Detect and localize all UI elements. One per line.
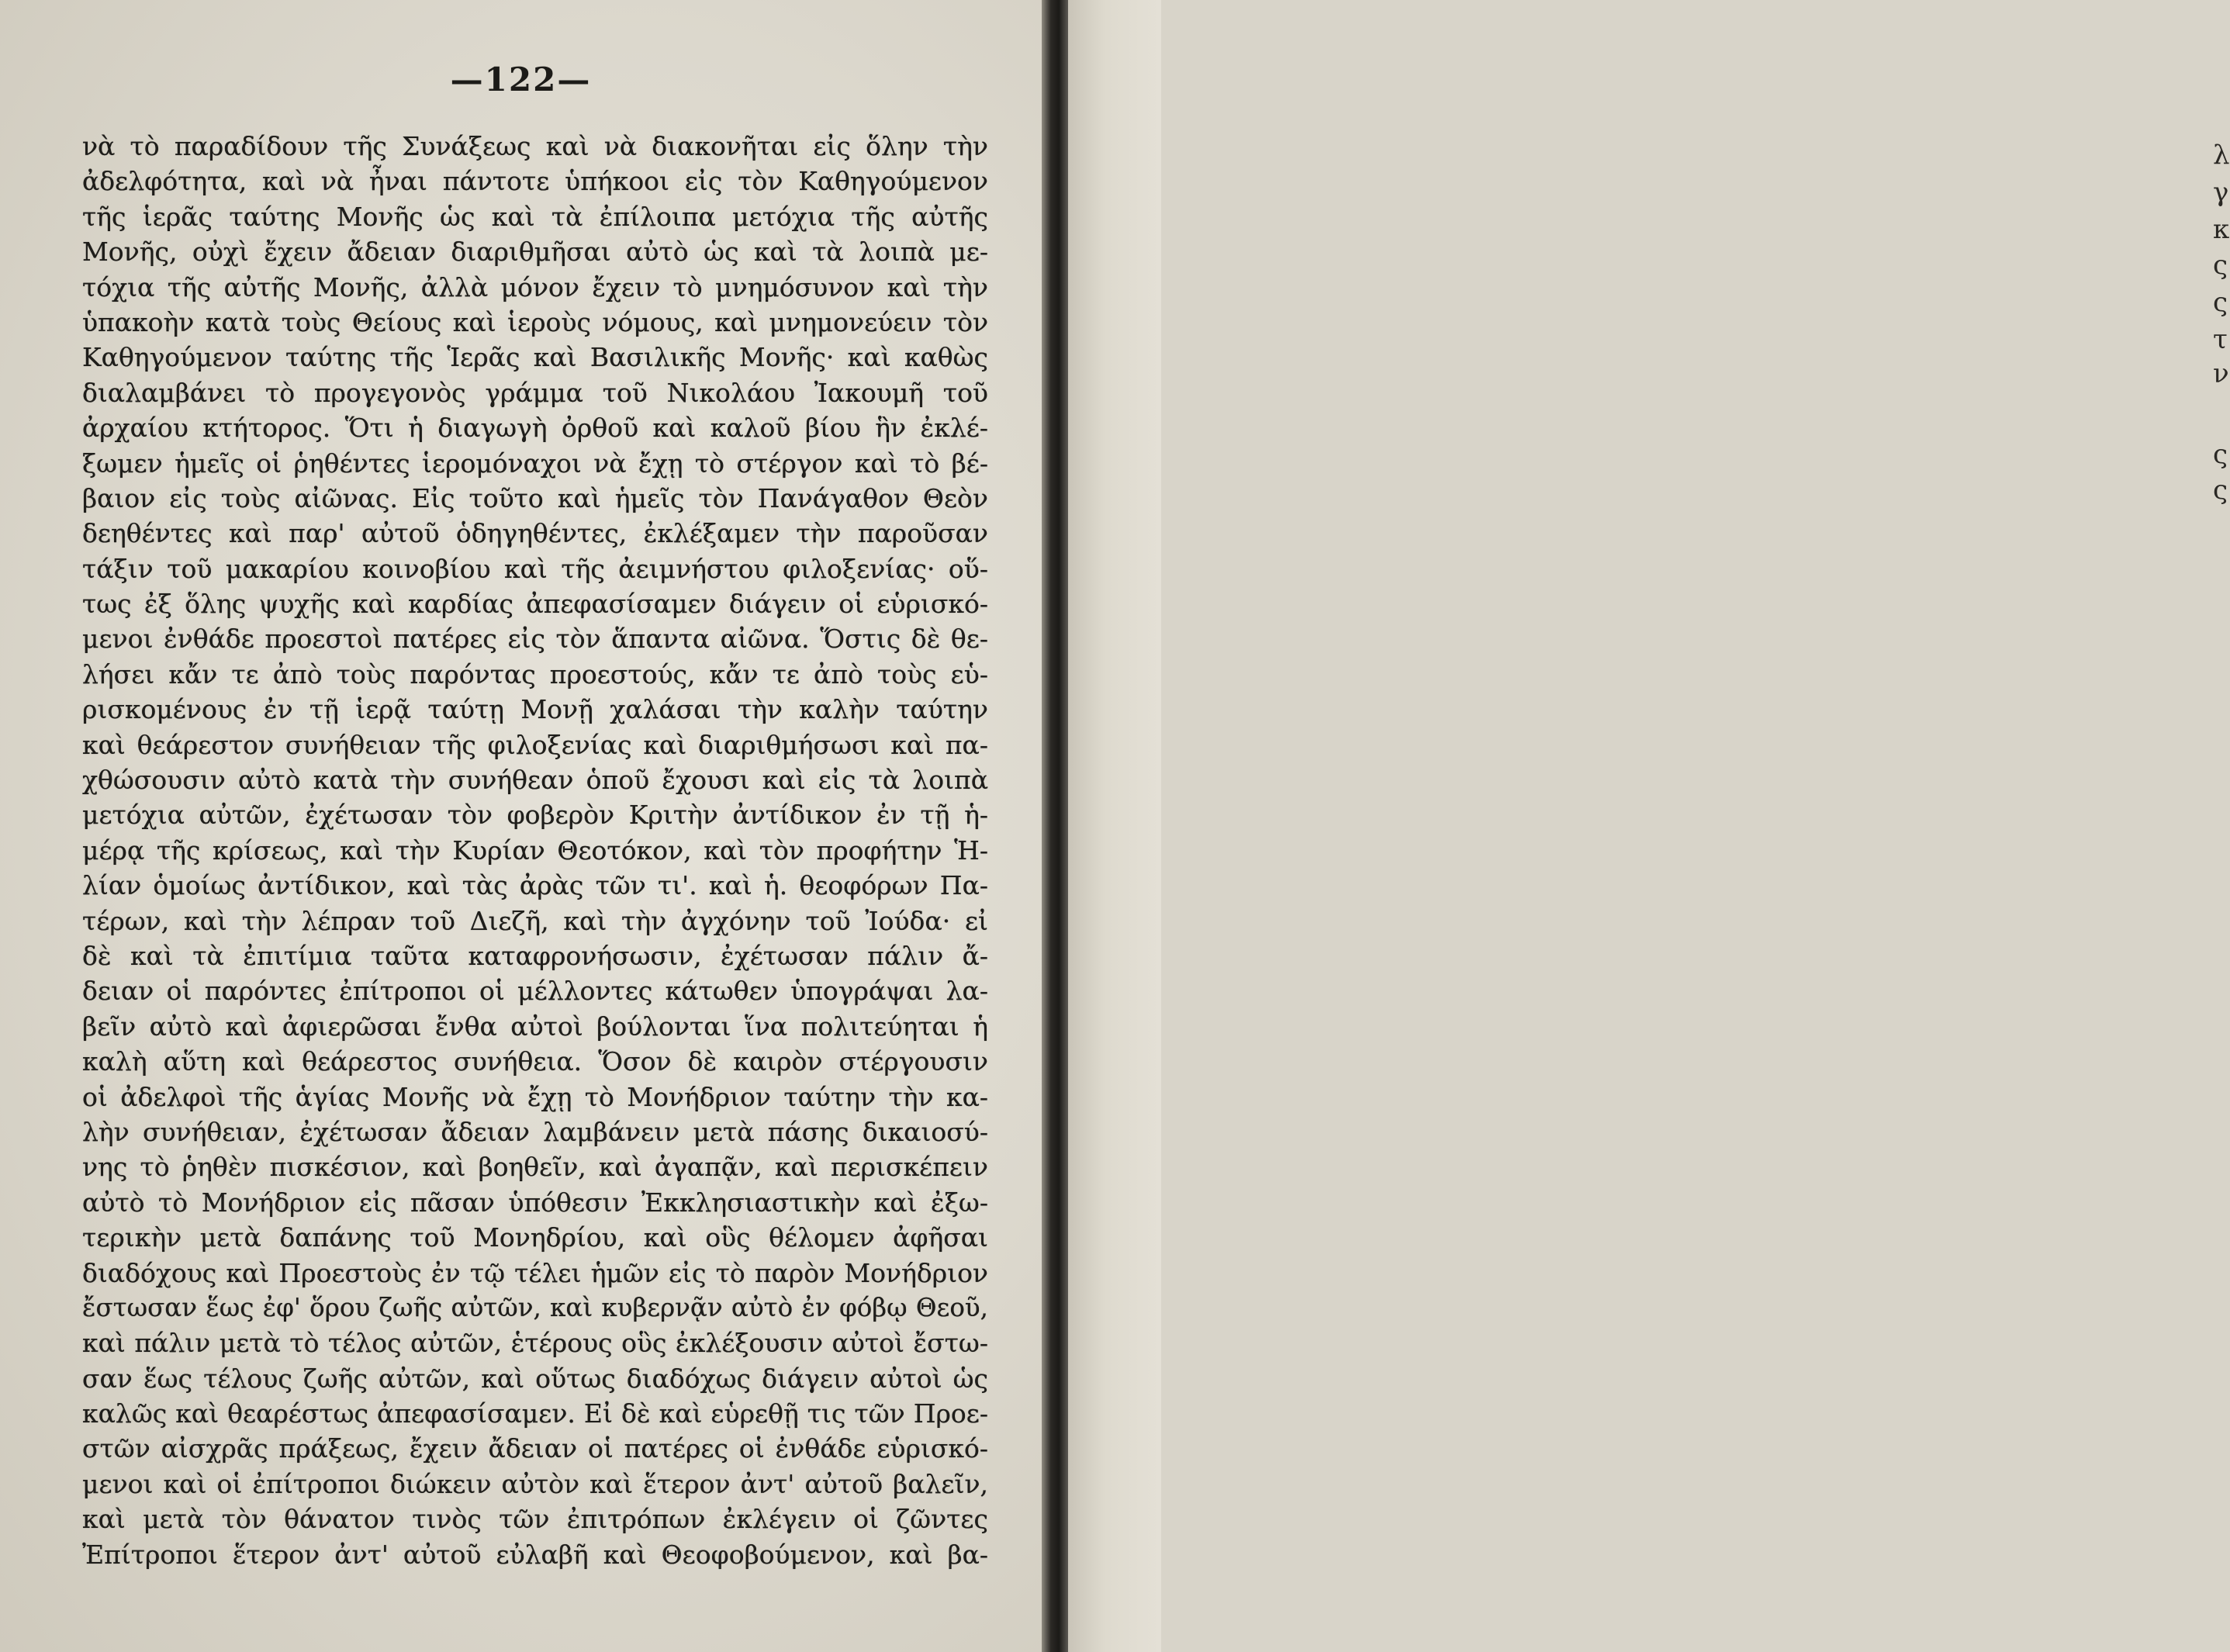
text-line: τως ἐξ ὅλης ψυχῆς καὶ καρδίας ἀπεφασίσαμεν διάγειν οἱ εὑρισκό- [82, 589, 988, 620]
binding-gutter [1042, 0, 1068, 1652]
adjacent-page-glyph: ς [2213, 475, 2228, 506]
text-line: ξωμεν ἡμεῖς οἱ ῥηθέντες ἱερομόναχοι νὰ ἔχῃ τὸ στέργον καὶ τὸ βέ- [82, 448, 988, 479]
text-line: τῆς ἱερᾶς ταύτης Μονῆς ὡς καὶ τὰ ἐπίλοιπα μετόχια τῆς αὐτῆς [82, 201, 988, 232]
adjacent-page-glyph: τ [2213, 324, 2228, 355]
text-line: λίαν ὁμοίως ἀντίδικον, καὶ τὰς ἀρὰς τῶν τι'. καὶ ἡ. θεοφόρων Πα- [82, 870, 988, 901]
text-line: ρισκομένους ἐν τῇ ἱερᾷ ταύτῃ Μονῇ χαλάσαι τὴν καλὴν ταύτην [82, 694, 988, 725]
text-line: ἔστωσαν ἕως ἐφ' ὅρου ζωῆς αὐτῶν, καὶ κυβερνᾷν αὐτὸ ἐν φόβῳ Θεοῦ, [82, 1292, 988, 1322]
adjacent-page-glyph: γ [2213, 177, 2229, 208]
text-line: μενοι καὶ οἱ ἐπίτροποι διώκειν αὐτὸν καὶ ἕτερον ἀντ' αὐτοῦ βαλεῖν, [82, 1468, 988, 1499]
text-line: βεῖν αὐτὸ καὶ ἀφιερῶσαι ἔνθα αὐτοὶ βούλονται ἵνα πολιτεύηται ἡ [82, 1011, 988, 1042]
text-line: τερικὴν μετὰ δαπάνης τοῦ Μονηδρίου, καὶ οὓς θέλομεν ἀφῆσαι [82, 1222, 988, 1253]
adjacent-page-glyph: ς [2213, 439, 2228, 470]
text-line: καλὴ αὕτη καὶ θεάρεστος συνήθεια. Ὅσον δὲ καιρὸν στέργουσιν [82, 1046, 988, 1077]
text-line: οἱ ἀδελφοὶ τῆς ἁγίας Μονῆς νὰ ἔχῃ τὸ Μονήδριον ταύτην τὴν κα- [82, 1081, 988, 1112]
adjacent-page-glyph: ς [2213, 287, 2228, 318]
adjacent-page-edge [1068, 0, 2230, 1652]
text-line: Ἐπίτροποι ἕτερον ἀντ' αὐτοῦ εὐλαβῆ καὶ Θεοφοβούμενον, καὶ βα- [82, 1539, 988, 1570]
text-line: διαδόχους καὶ Προεστοὺς ἐν τῷ τέλει ἡμῶν εἰς τὸ παρὸν Μονήδριον [82, 1257, 988, 1288]
text-line: δὲ καὶ τὰ ἐπιτίμια ταῦτα καταφρονήσωσιν, ἐχέτωσαν πάλιν ἄ- [82, 940, 988, 971]
text-line: καὶ θεάρεστον συνήθειαν τῆς φιλοξενίας καὶ διαριθμήσωσι καὶ πα- [82, 729, 988, 760]
page-number: —122— [450, 60, 592, 98]
adjacent-page-glyph: ς [2213, 250, 2228, 281]
adjacent-page-glyph: ν [2213, 358, 2229, 389]
text-line: διαλαμβάνει τὸ προγεγονὸς γράμμα τοῦ Νικολάου Ἰακουμῆ τοῦ [82, 377, 988, 408]
text-line: καὶ πάλιν μετὰ τὸ τέλος αὐτῶν, ἑτέρους οὓς ἐκλέξουσιν αὐτοὶ ἔστω- [82, 1328, 988, 1359]
text-line: σαν ἕως τέλους ζωῆς αὐτῶν, καὶ οὕτως διαδόχως διάγειν αὐτοὶ ὡς [82, 1363, 988, 1394]
adjacent-page-glyph: λ [2213, 140, 2230, 171]
text-line: λὴν συνήθειαν, ἐχέτωσαν ἄδειαν λαμβάνειν μετὰ πάσης δικαιοσύ- [82, 1116, 988, 1147]
text-line: νης τὸ ῥηθὲν πισκέσιον, καὶ βοηθεῖν, καὶ ἀγαπᾷν, καὶ περισκέπειν [82, 1152, 988, 1183]
text-line: μέρᾳ τῆς κρίσεως, καὶ τὴν Κυρίαν Θεοτόκον, καὶ τὸν προφήτην Ἡ- [82, 835, 988, 866]
text-line: νὰ τὸ παραδίδουν τῆς Συνάξεως καὶ νὰ διακονῆται εἰς ὅλην τὴν [82, 131, 988, 161]
text-line: τόχια τῆς αὐτῆς Μονῆς, ἀλλὰ μόνον ἔχειν τὸ μνημόσυνον καὶ τὴν [82, 271, 988, 302]
text-line: μετόχια αὐτῶν, ἐχέτωσαν τὸν φοβερὸν Κριτὴν ἀντίδικον ἐν τῇ ἡ- [82, 800, 988, 831]
text-line: τέρων, καὶ τὴν λέπραν τοῦ Διεζῆ, καὶ τὴν ἀγχόνην τοῦ Ἰούδα· εἰ [82, 905, 988, 936]
text-line: δεηθέντες καὶ παρ' αὐτοῦ ὁδηγηθέντες, ἐκλέξαμεν τὴν παροῦσαν [82, 518, 988, 549]
text-line: αὐτὸ τὸ Μονήδριον εἰς πᾶσαν ὑπόθεσιν Ἐκκλησιαστικὴν καὶ ἐξω- [82, 1187, 988, 1218]
text-line: ἀρχαίου κτήτορος. Ὅτι ἡ διαγωγὴ ὀρθοῦ καὶ καλοῦ βίου ἣν ἐκλέ- [82, 413, 988, 444]
adjacent-page-glyph: κ [2213, 214, 2230, 245]
text-line: Καθηγούμενον ταύτης τῆς Ἱερᾶς καὶ Βασιλικῆς Μονῆς· καὶ καθὼς [82, 342, 988, 373]
text-line: ὑπακοὴν κατὰ τοὺς Θείους καὶ ἱεροὺς νόμους, καὶ μνημονεύειν τὸν [82, 306, 988, 337]
text-line: καὶ μετὰ τὸν θάνατον τινὸς τῶν ἐπιτρόπων ἐκλέγειν οἱ ζῶντες [82, 1504, 988, 1535]
text-line: ἀδελφότητα, καὶ νὰ ἦναι πάντοτε ὑπήκοοι εἰς τὸν Καθηγούμενον [82, 166, 988, 197]
body-text [82, 129, 988, 1572]
text-line: δειαν οἱ παρόντες ἐπίτροποι οἱ μέλλοντες κάτωθεν ὑπογράψαι λα- [82, 976, 988, 1007]
text-line: χθώσουσιν αὐτὸ κατὰ τὴν συνήθεαν ὁποῦ ἔχουσι καὶ εἰς τὰ λοιπὰ [82, 765, 988, 796]
text-line: μενοι ἐνθάδε προεστοὶ πατέρες εἰς τὸν ἅπαντα αἰῶνα. Ὅστις δὲ θε- [82, 624, 988, 655]
text-line: στῶν αἰσχρᾶς πράξεως, ἔχειν ἄδειαν οἱ πατέρες οἱ ἐνθάδε εὑρισκό- [82, 1433, 988, 1464]
text-line: Μονῆς, οὐχὶ ἔχειν ἄδειαν διαριθμῆσαι αὐτὸ ὡς καὶ τὰ λοιπὰ με- [82, 237, 988, 268]
text-line: καλῶς καὶ θεαρέστως ἀπεφασίσαμεν. Εἰ δὲ καὶ εὑρεθῇ τις τῶν Προε- [82, 1398, 988, 1429]
text-line: βαιον εἰς τοὺς αἰῶνας. Εἰς τοῦτο καὶ ἡμεῖς τὸν Πανάγαθον Θεὸν [82, 482, 988, 513]
text-line: λήσει κἄν τε ἀπὸ τοὺς παρόντας προεστούς, κἄν τε ἀπὸ τοὺς εὑ- [82, 658, 988, 689]
text-line: τάξιν τοῦ μακαρίου κοινοβίου καὶ τῆς ἀειμνήστου φιλοξενίας· οὕ- [82, 553, 988, 584]
